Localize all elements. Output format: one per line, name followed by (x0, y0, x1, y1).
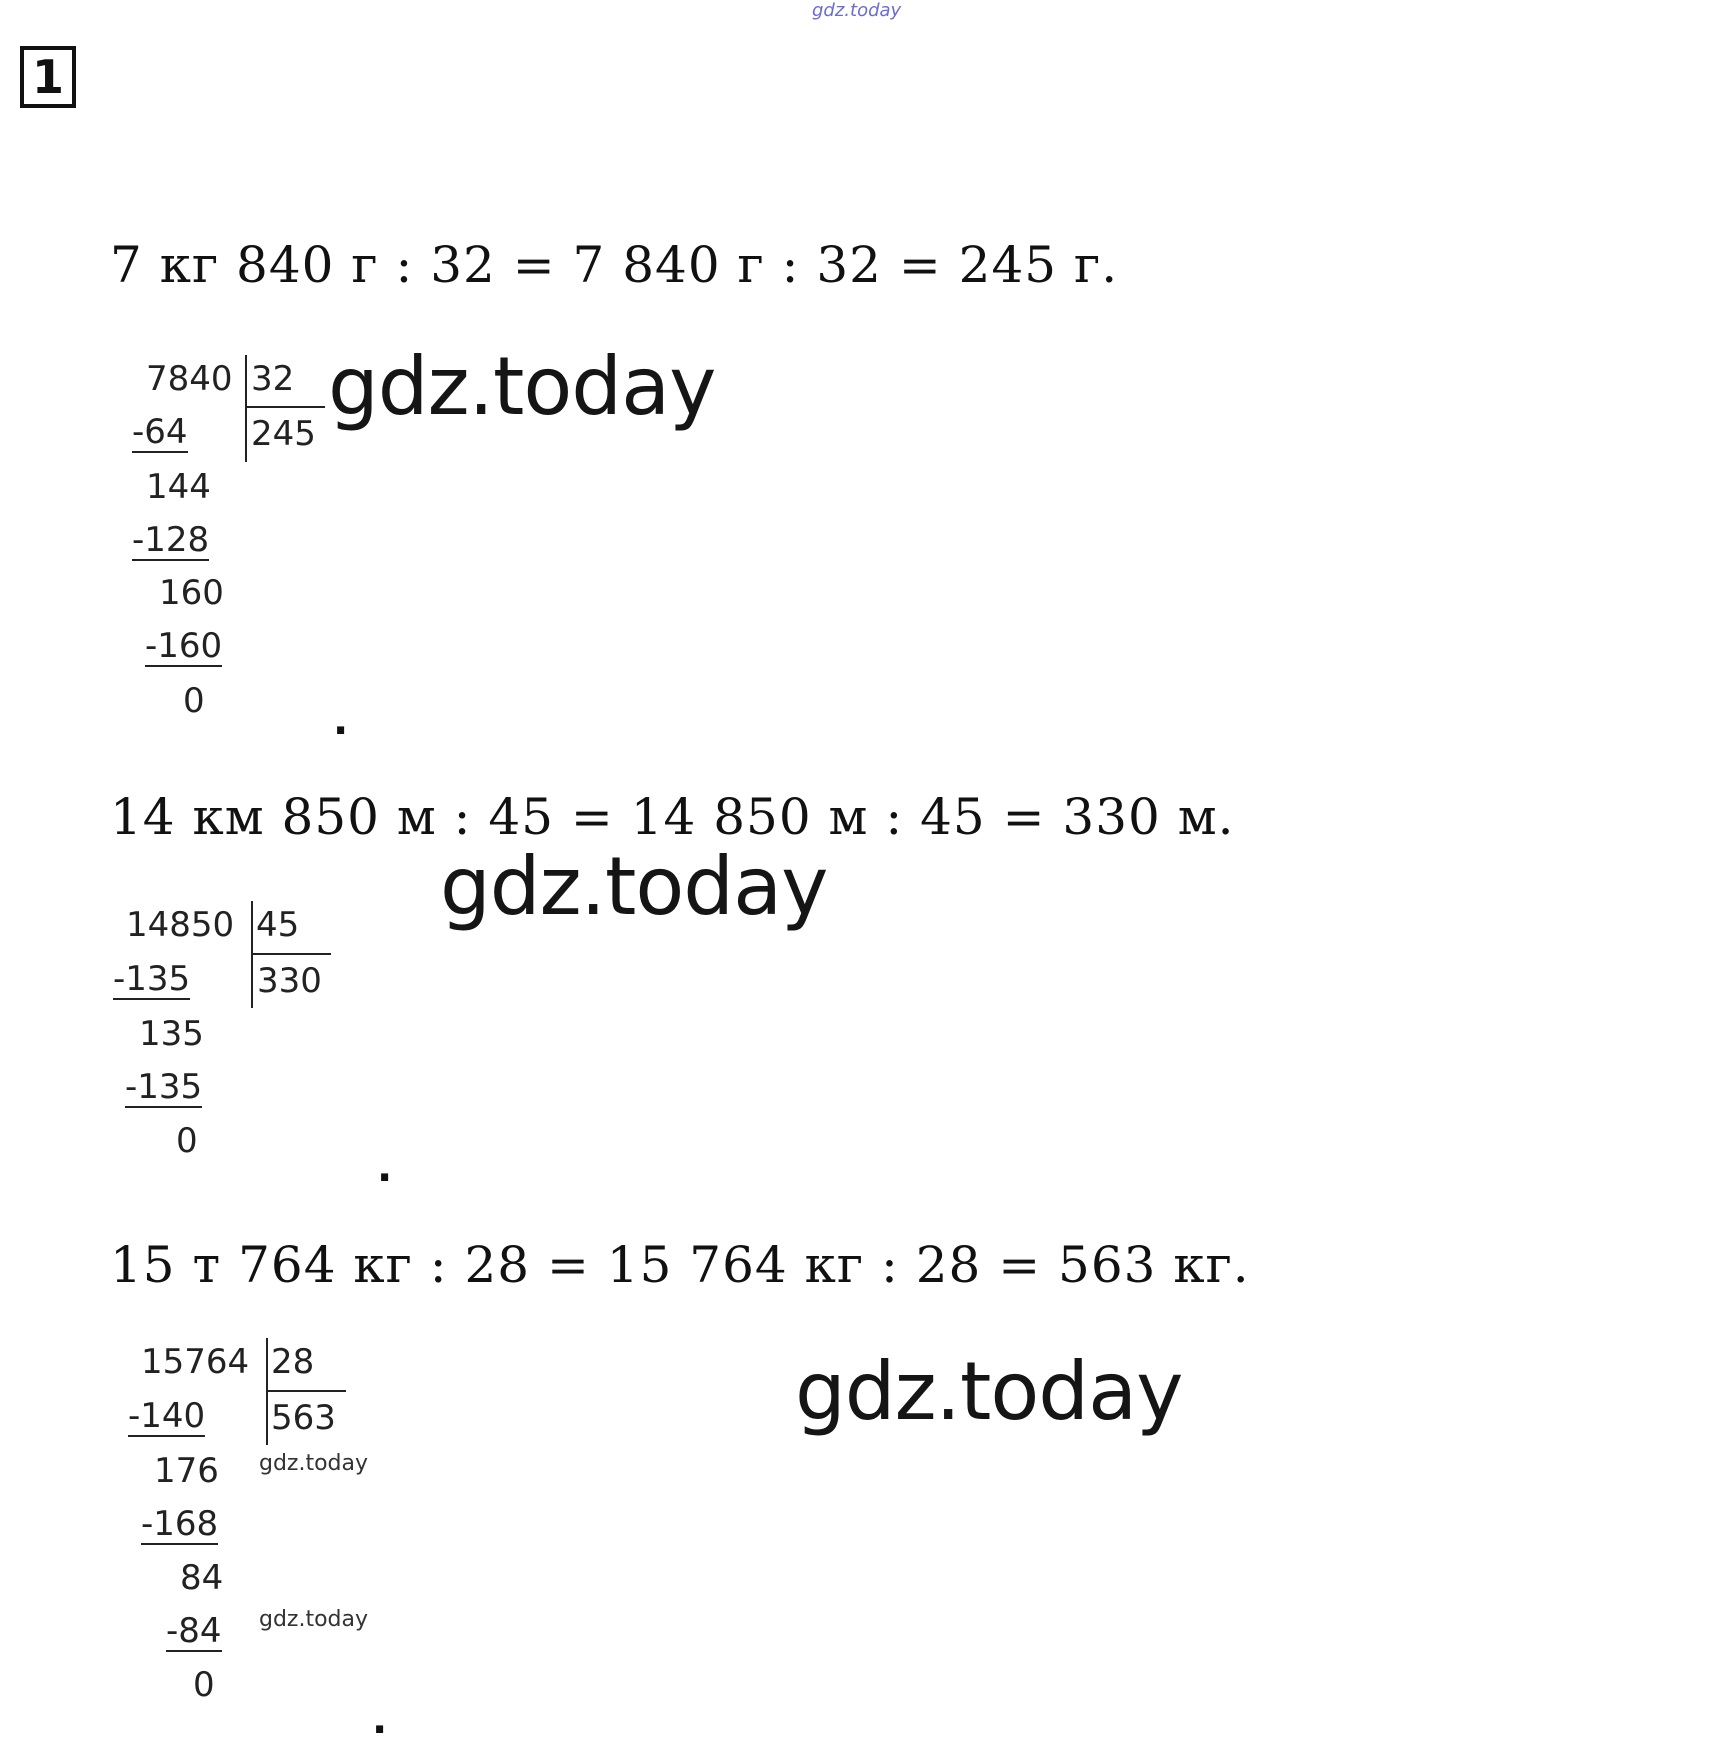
quotient-2: 330 (257, 961, 322, 1001)
step-1-4: 160 (159, 573, 224, 613)
step-3-2: 176 (154, 1451, 219, 1491)
step-3-6: 0 (193, 1665, 215, 1705)
dividend-2: 14850 (126, 905, 235, 945)
task-number: 1 (20, 46, 76, 108)
watermark-top: gdz.today (812, 0, 902, 21)
stray-dot-2: . (377, 1145, 393, 1191)
watermark-3: gdz.today (795, 1345, 1183, 1438)
dividend-3: 15764 (141, 1342, 250, 1382)
step-1-1: -64 (132, 412, 188, 452)
quotient-3: 563 (271, 1398, 336, 1438)
watermark-2: gdz.today (440, 840, 828, 933)
step-2-4: 0 (176, 1121, 198, 1161)
step-1-5: -160 (145, 626, 223, 666)
divisor-3: 28 (271, 1342, 315, 1382)
equation-3: 15 т 764 кг : 28 = 15 764 кг : 28 = 563 кг. (110, 1236, 1250, 1294)
divisor-line-3 (268, 1390, 346, 1392)
divisor-1: 32 (251, 359, 295, 399)
watermark-small-1: gdz.today (259, 1451, 369, 1476)
divisor-line-1 (247, 406, 325, 408)
step-3-4: 84 (180, 1558, 224, 1598)
division-bar-1 (245, 355, 247, 462)
step-2-1: -135 (113, 959, 191, 999)
divisor-2: 45 (256, 905, 300, 945)
step-2-2: 135 (139, 1014, 204, 1054)
quotient-1: 245 (251, 414, 316, 454)
step-1-3: -128 (132, 520, 210, 560)
stray-dot-3: . (372, 1697, 388, 1743)
stray-dot-1: . (333, 698, 349, 744)
step-3-5: -84 (166, 1611, 222, 1651)
step-1-6: 0 (183, 681, 205, 721)
divisor-line-2 (253, 953, 331, 955)
watermark-small-2: gdz.today (259, 1607, 369, 1632)
equation-2: 14 км 850 м : 45 = 14 850 м : 45 = 330 м. (110, 788, 1235, 846)
step-3-3: -168 (141, 1504, 219, 1544)
watermark-1: gdz.today (328, 340, 716, 433)
step-1-2: 144 (146, 467, 211, 507)
equation-1: 7 кг 840 г : 32 = 7 840 г : 32 = 245 г. (110, 236, 1119, 294)
dividend-1: 7840 (146, 359, 233, 399)
step-2-3: -135 (125, 1067, 203, 1107)
step-3-1: -140 (128, 1396, 206, 1436)
